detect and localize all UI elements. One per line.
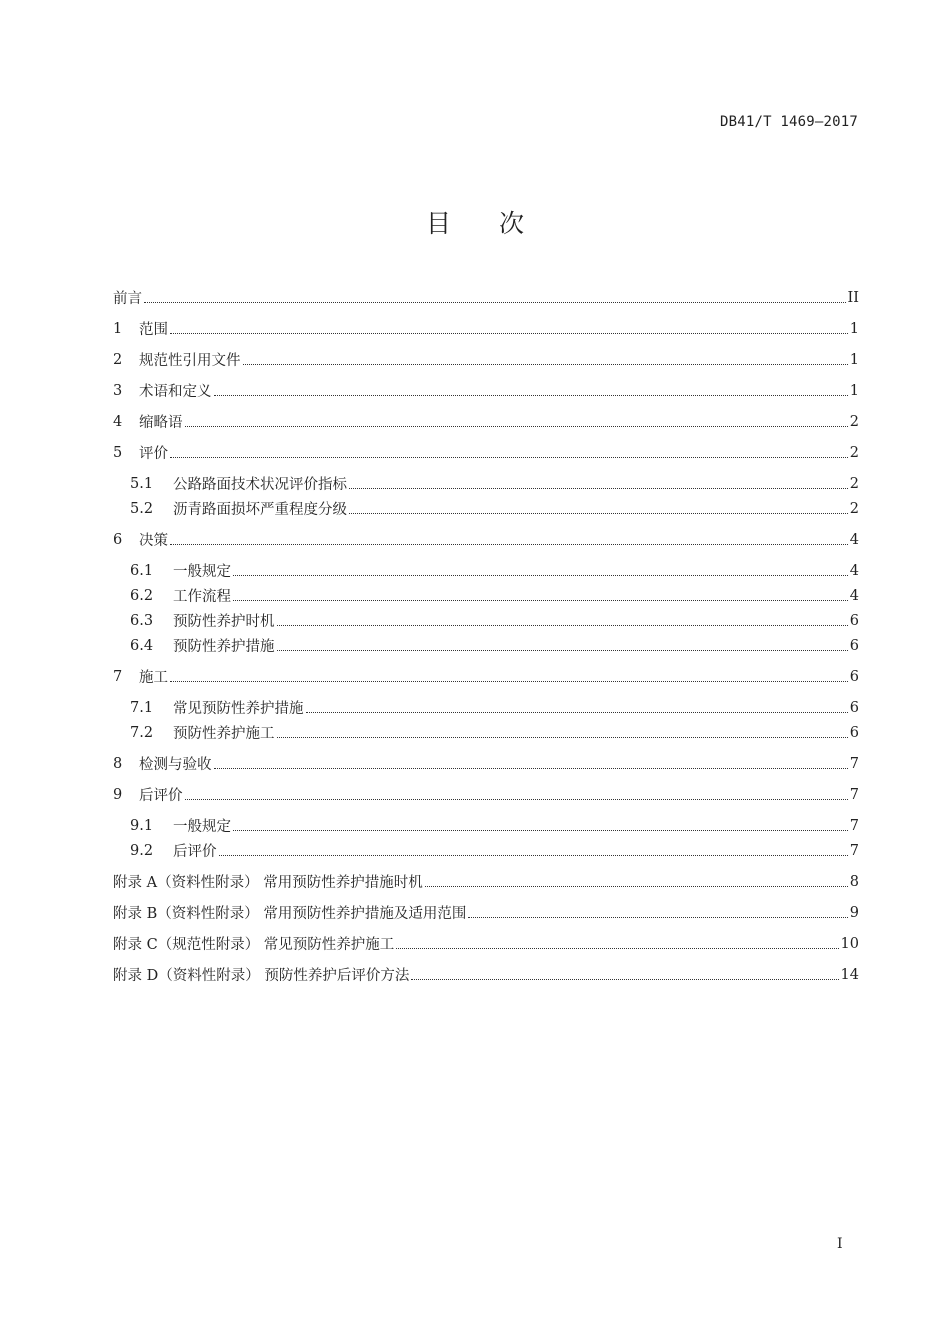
toc-entry-page: 4 bbox=[849, 562, 859, 579]
toc-entry-number: 5.2 bbox=[130, 500, 154, 517]
toc-entry-label: 检测与验收 bbox=[139, 757, 212, 773]
toc-entry-page: 2 bbox=[849, 475, 859, 492]
toc-entry[interactable] bbox=[113, 695, 859, 720]
leader-dots bbox=[277, 737, 848, 738]
toc-entry-label: 规范性引用文件 bbox=[139, 353, 241, 369]
toc-entry-page: 7 bbox=[849, 755, 859, 772]
toc-entry-number: 5 bbox=[113, 444, 123, 461]
toc-entry-label: 预防性养护措施 bbox=[173, 639, 275, 655]
toc-entry-label: 缩略语 bbox=[139, 415, 183, 431]
leader-dots bbox=[243, 364, 848, 365]
toc-entry-page: 4 bbox=[849, 587, 859, 604]
toc-entry-page: II bbox=[847, 289, 859, 306]
toc-entry[interactable] bbox=[113, 347, 859, 372]
toc-entry-number: 6.2 bbox=[130, 587, 154, 604]
toc-entry-number: 6 bbox=[113, 531, 123, 548]
toc-entry-page: 4 bbox=[849, 531, 859, 548]
leader-dots bbox=[468, 917, 847, 918]
leader-dots bbox=[306, 712, 848, 713]
toc-entry-label: 术语和定义 bbox=[139, 384, 212, 400]
toc-entry-number: 7 bbox=[113, 668, 123, 685]
toc-entry-page: 9 bbox=[849, 904, 859, 921]
toc-entry[interactable] bbox=[113, 583, 859, 608]
toc-entry-page: 1 bbox=[849, 320, 859, 337]
toc-entry-number: 3 bbox=[113, 382, 123, 399]
toc-entry-page: 7 bbox=[849, 786, 859, 803]
toc-entry-label: 一般规定 bbox=[173, 819, 231, 835]
toc-entry-label: 附录 C（规范性附录） 常见预防性养护施工 bbox=[113, 937, 395, 953]
page-number: I bbox=[837, 1236, 843, 1252]
toc-entry[interactable] bbox=[113, 316, 859, 341]
leader-dots bbox=[219, 855, 848, 856]
leader-dots bbox=[425, 886, 848, 887]
leader-dots bbox=[277, 625, 848, 626]
leader-dots bbox=[349, 513, 848, 514]
toc-entry-number: 6.4 bbox=[130, 637, 154, 654]
toc-entry[interactable] bbox=[113, 720, 859, 745]
toc-entry-label: 后评价 bbox=[139, 788, 183, 804]
toc-entry[interactable] bbox=[113, 751, 859, 776]
toc-entry[interactable] bbox=[113, 782, 859, 807]
toc-entry-number: 7.1 bbox=[130, 699, 154, 716]
toc-entry[interactable] bbox=[113, 409, 859, 434]
toc-entry[interactable] bbox=[113, 633, 859, 658]
leader-dots bbox=[214, 395, 848, 396]
leader-dots bbox=[170, 681, 848, 682]
leader-dots bbox=[170, 457, 848, 458]
leader-dots bbox=[349, 488, 848, 489]
toc-entry-number: 6.3 bbox=[130, 612, 154, 629]
toc-entry-number: 8 bbox=[113, 755, 123, 772]
toc-entry[interactable] bbox=[113, 285, 859, 310]
toc-entry-number: 1 bbox=[113, 320, 123, 337]
toc-entry[interactable] bbox=[113, 664, 859, 689]
leader-dots bbox=[233, 600, 848, 601]
toc-entry-page: 1 bbox=[849, 351, 859, 368]
toc-entry-number: 2 bbox=[113, 351, 123, 368]
leader-dots bbox=[170, 544, 848, 545]
toc-entry[interactable] bbox=[113, 838, 859, 863]
toc-entry-label: 常见预防性养护措施 bbox=[173, 701, 304, 717]
leader-dots bbox=[277, 650, 848, 651]
toc-entry-page: 6 bbox=[849, 637, 859, 654]
toc-entry[interactable] bbox=[113, 378, 859, 403]
toc-entry-label: 决策 bbox=[139, 533, 168, 549]
leader-dots bbox=[396, 948, 838, 949]
toc-entry-page: 7 bbox=[849, 817, 859, 834]
toc-entry[interactable] bbox=[113, 962, 859, 987]
toc-entry-label: 一般规定 bbox=[173, 564, 231, 580]
toc-entry[interactable] bbox=[113, 471, 859, 496]
toc-entry-number: 9 bbox=[113, 786, 123, 803]
toc-entry[interactable] bbox=[113, 440, 859, 465]
toc-entry-label: 沥青路面损坏严重程度分级 bbox=[173, 502, 347, 518]
toc-entry-page: 6 bbox=[849, 699, 859, 716]
toc-entry[interactable] bbox=[113, 527, 859, 552]
toc-entry-page: 10 bbox=[840, 935, 859, 952]
toc-entry-label: 附录 B（资料性附录） 常用预防性养护措施及适用范围 bbox=[113, 906, 467, 922]
toc-entry-number: 9.1 bbox=[130, 817, 154, 834]
leader-dots bbox=[144, 302, 846, 303]
toc-entry-page: 6 bbox=[849, 724, 859, 741]
toc-entry-number: 9.2 bbox=[130, 842, 154, 859]
toc-entry[interactable] bbox=[113, 496, 859, 521]
toc-entry-label: 施工 bbox=[139, 670, 168, 686]
leader-dots bbox=[185, 426, 848, 427]
toc-entry-page: 2 bbox=[849, 444, 859, 461]
toc-entry-page: 7 bbox=[849, 842, 859, 859]
toc-entry-page: 6 bbox=[849, 612, 859, 629]
toc-entry[interactable] bbox=[113, 608, 859, 633]
toc-entry-label: 附录 D（资料性附录） 预防性养护后评价方法 bbox=[113, 968, 410, 984]
toc-entry[interactable] bbox=[113, 813, 859, 838]
standard-number: DB41/T 1469—2017 bbox=[719, 114, 858, 130]
toc-entry-label: 预防性养护时机 bbox=[173, 614, 275, 630]
toc-entry[interactable] bbox=[113, 869, 859, 894]
toc-entry-label: 前言 bbox=[113, 291, 142, 307]
leader-dots bbox=[214, 768, 848, 769]
toc-entry-number: 4 bbox=[113, 413, 123, 430]
toc-entry-number: 6.1 bbox=[130, 562, 154, 579]
page-title: 目次 bbox=[425, 209, 572, 238]
toc-entry-label: 工作流程 bbox=[173, 589, 231, 605]
toc-entry-label: 预防性养护施工 bbox=[173, 726, 275, 742]
toc-entry-number: 7.2 bbox=[130, 724, 154, 741]
leader-dots bbox=[233, 575, 848, 576]
toc-entry-page: 6 bbox=[849, 668, 859, 685]
toc-entry-label: 附录 A（资料性附录） 常用预防性养护措施时机 bbox=[113, 875, 423, 891]
leader-dots bbox=[185, 799, 848, 800]
toc-entry-page: 8 bbox=[849, 873, 859, 890]
toc-entry-label: 公路路面技术状况评价指标 bbox=[173, 477, 347, 493]
table-of-contents bbox=[113, 285, 859, 987]
toc-entry[interactable] bbox=[113, 900, 859, 925]
toc-entry-page: 1 bbox=[849, 382, 859, 399]
toc-entry[interactable] bbox=[113, 558, 859, 583]
toc-entry-label: 范围 bbox=[139, 322, 168, 338]
toc-entry-page: 2 bbox=[849, 500, 859, 517]
toc-entry-label: 后评价 bbox=[173, 844, 217, 860]
leader-dots bbox=[233, 830, 848, 831]
toc-entry-page: 14 bbox=[840, 966, 859, 983]
toc-entry-number: 5.1 bbox=[130, 475, 154, 492]
toc-entry-page: 2 bbox=[849, 413, 859, 430]
toc-entry[interactable] bbox=[113, 931, 859, 956]
toc-entry-label: 评价 bbox=[139, 446, 168, 462]
leader-dots bbox=[170, 333, 848, 334]
leader-dots bbox=[411, 979, 838, 980]
